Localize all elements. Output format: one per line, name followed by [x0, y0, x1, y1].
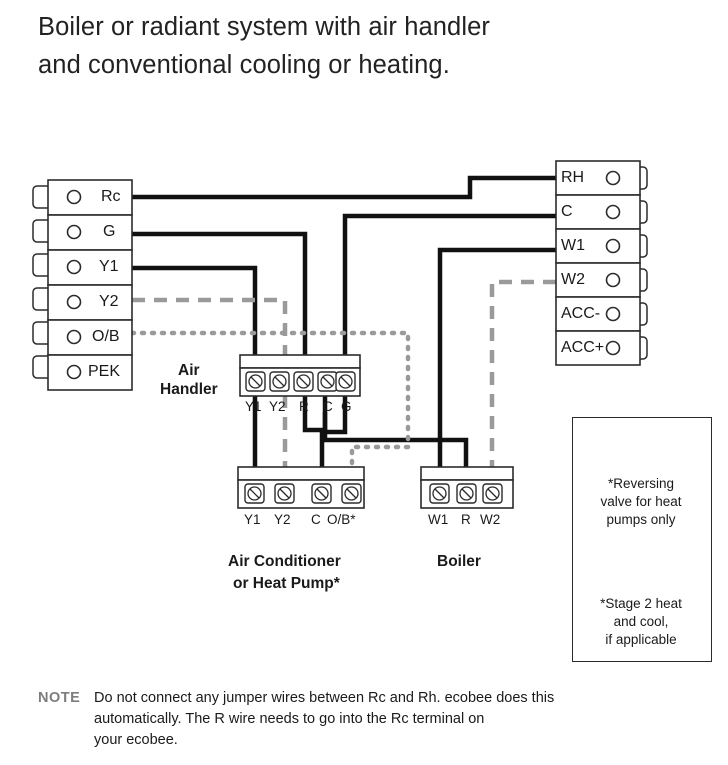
- wire-w1-to-boiler-w1: [440, 250, 556, 480]
- terminal-label-acc-minus: ACC-: [561, 305, 601, 322]
- note-body: [94, 688, 654, 751]
- page-title-line2: and conventional cooling or heating.: [38, 51, 450, 80]
- air-handler-label-line1: Air: [178, 362, 200, 379]
- legend-dotted-caption-line1: *Reversing: [607, 476, 675, 491]
- note-line1: Do not connect any jumper wires between Rc and Rh. ecobee does this: [94, 690, 555, 706]
- air-conditioner-label-line1: Air Conditioner: [228, 553, 341, 570]
- boiler-terminal-w2: W2: [480, 512, 501, 527]
- wire-w2-dashed: [492, 282, 556, 480]
- legend-dotted-caption-line3: pumps only: [606, 512, 676, 527]
- air-conditioner-label-line2: or Heat Pump*: [233, 575, 340, 592]
- air-conditioner-connector: [238, 467, 364, 508]
- legend-dashed-caption-line3: if applicable: [605, 632, 677, 647]
- air-handler-terminal-y1: Y1: [245, 399, 262, 414]
- air-handler-terminal-y2: Y2: [269, 399, 286, 414]
- terminal-label-ob: O/B: [92, 328, 120, 345]
- note-label: NOTE: [38, 690, 81, 706]
- boiler-terminal-w1: W1: [428, 512, 449, 527]
- terminal-label-y2: Y2: [99, 293, 119, 310]
- terminal-label-w1: W1: [561, 237, 585, 254]
- terminal-label-c: C: [561, 203, 573, 220]
- terminal-label-acc-plus: ACC+: [561, 339, 605, 356]
- wire-c-to-airhandler-c: [345, 216, 556, 368]
- ac-terminal-ob: O/B*: [327, 512, 356, 527]
- air-handler-terminal-g: G: [341, 399, 352, 414]
- air-handler-connector: [240, 355, 360, 396]
- boiler-terminal-r: R: [461, 512, 471, 527]
- air-handler-label-line2: Handler: [160, 381, 218, 398]
- boiler-label: Boiler: [437, 553, 481, 570]
- boiler-connector: [421, 467, 513, 508]
- terminal-label-rc: Rc: [101, 188, 121, 205]
- air-handler-terminal-r: R: [299, 399, 309, 414]
- wire-rc-to-rh: [132, 178, 556, 197]
- note-line3: your ecobee.: [94, 732, 178, 749]
- note-line2: automatically. The R wire needs to go into the Rc terminal on: [94, 711, 485, 728]
- legend-dotted-caption-line2: valve for heat: [600, 494, 682, 509]
- wires: [132, 178, 556, 480]
- terminal-label-g: G: [103, 223, 116, 240]
- page-title-line1: Boiler or radiant system with air handler: [38, 13, 490, 41]
- terminal-label-pek: PEK: [88, 363, 121, 380]
- terminal-label-rh: RH: [561, 169, 585, 186]
- ac-terminal-y1: Y1: [244, 512, 261, 527]
- air-handler-terminal-c: C: [323, 399, 333, 414]
- terminal-label-w2: W2: [561, 271, 585, 288]
- wire-y1-to-airhandler-y1: [132, 268, 255, 368]
- ecobee-left-terminal-block: [33, 180, 132, 390]
- ac-terminal-y2: Y2: [274, 512, 291, 527]
- legend-dashed-caption-line1: *Stage 2 heat: [600, 596, 682, 611]
- ecobee-right-terminal-block: [556, 161, 647, 365]
- terminal-label-y1: Y1: [99, 258, 119, 275]
- legend-dashed-caption-line2: and cool,: [613, 614, 669, 629]
- ac-terminal-c: C: [311, 512, 321, 527]
